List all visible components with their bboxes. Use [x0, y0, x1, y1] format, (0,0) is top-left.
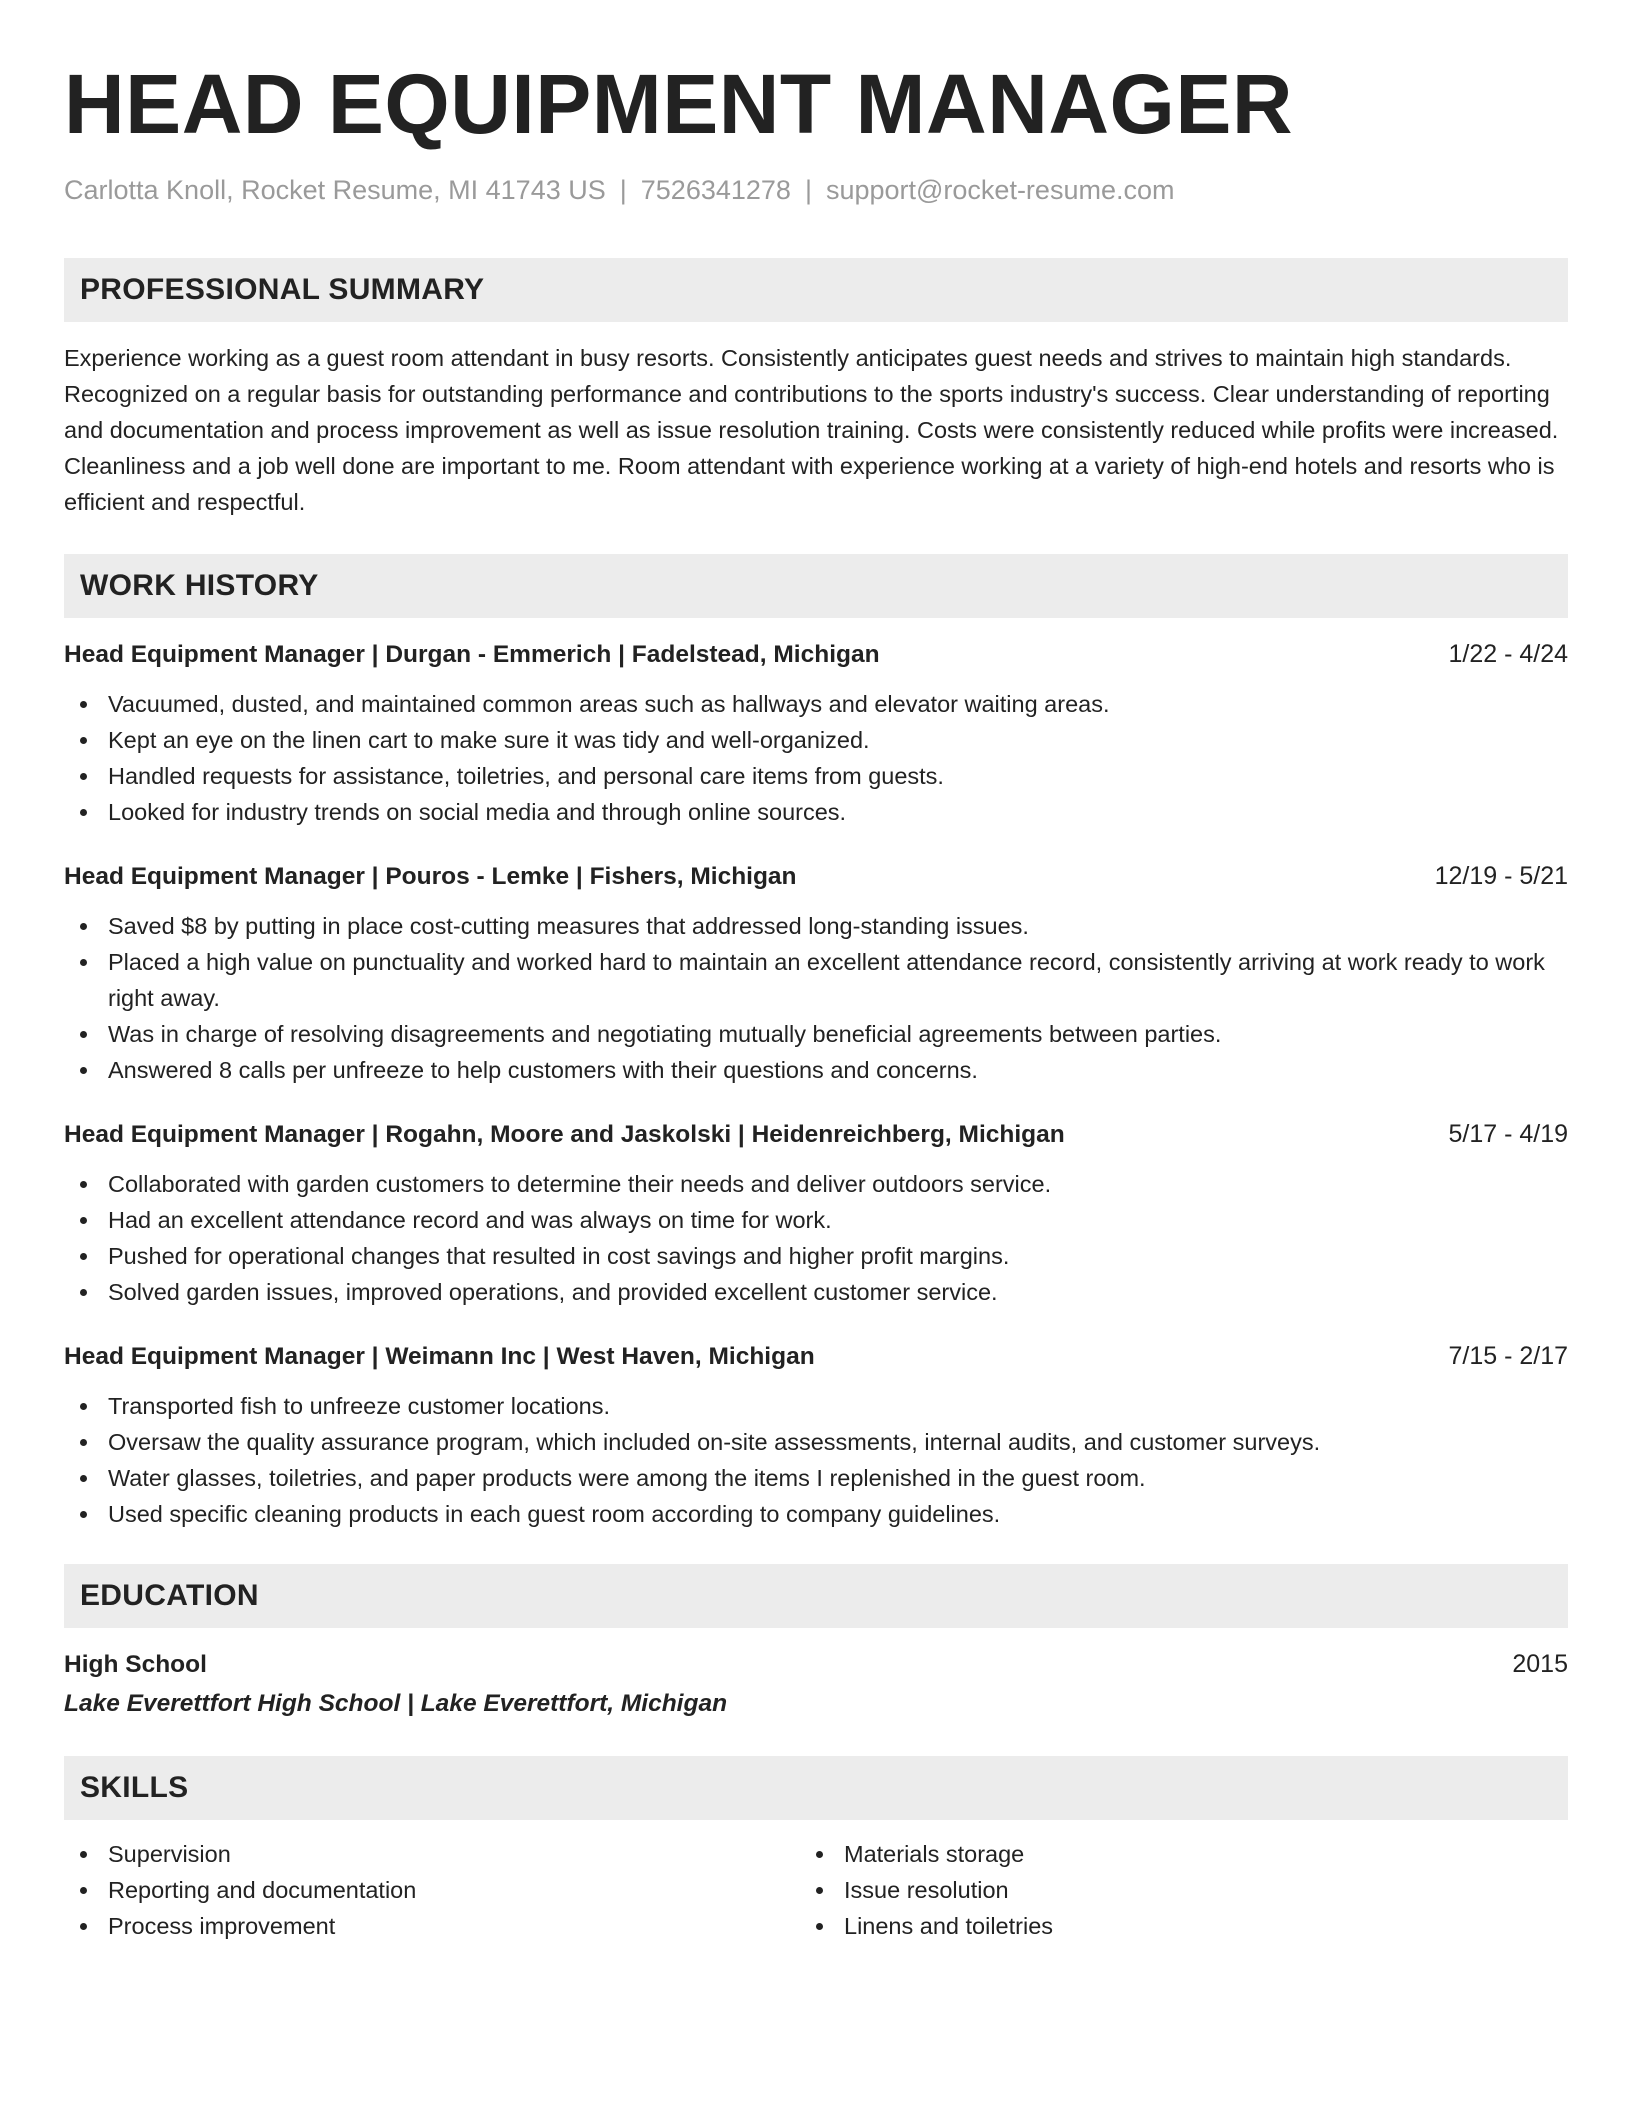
job-header — [64, 1116, 1568, 1152]
job-title: Head Equipment Manager | Weimann Inc | West Haven, Michigan — [64, 1343, 815, 1370]
list-item: Had an excellent attendance record and was always on time for work. — [64, 1202, 1568, 1238]
list-item: Transported fish to unfreeze customer locations. — [64, 1388, 1568, 1424]
skill-item: Linens and toiletries — [800, 1908, 1536, 1944]
contact-email: support@rocket-resume.com — [825, 175, 1175, 205]
contact-separator: | — [804, 175, 812, 205]
skills-list — [64, 1836, 800, 1944]
job-dates: 12/19 - 5/21 — [1434, 862, 1568, 890]
job-dates: 7/15 - 2/17 — [1448, 1342, 1568, 1370]
skills-grid — [64, 1836, 1568, 1944]
section-heading-work-history: WORK HISTORY — [64, 554, 1568, 618]
skill-item: Materials storage — [800, 1836, 1536, 1872]
list-item: Used specific cleaning products in each guest room according to company guidelines. — [64, 1496, 1568, 1532]
list-item: Handled requests for assistance, toiletries, and personal care items from guests. — [64, 758, 1568, 794]
skills-column-left — [64, 1836, 800, 1944]
skills-column-right — [800, 1836, 1536, 1944]
job-bullets — [64, 686, 1568, 830]
contact-address: Carlotta Knoll, Rocket Resume, MI 41743 US — [64, 175, 606, 205]
summary-text: Experience working as a guest room attendant in busy resorts. Consistently anticipates guest needs and strives to maintain high standards. Recognized on a regular basis for outstanding performance and contributions to the sports industry's success. Clear understanding of reporting and documentation and process improvement as well as issue resolution training. Costs were consistently reduced while profits were increased. Cleanliness and a job well done are important to me. Room attendant with experience working at a variety of high-end hotels and resorts who is efficient and respectful. — [64, 345, 1559, 515]
list-item: Water glasses, toiletries, and paper products were among the items I replenished in the guest room. — [64, 1460, 1568, 1496]
job-header — [64, 1338, 1568, 1374]
education-school: Lake Everettfort High School | Lake Everettfort, Michigan — [64, 1690, 728, 1717]
skill-item: Issue resolution — [800, 1872, 1536, 1908]
list-item: Pushed for operational changes that resulted in cost savings and higher profit margins. — [64, 1238, 1568, 1274]
list-item: Solved garden issues, improved operations, and provided excellent customer service. — [64, 1274, 1568, 1310]
list-item: Oversaw the quality assurance program, which included on-site assessments, internal audits, and customer surveys. — [64, 1424, 1568, 1460]
contact-phone: 7526341278 — [640, 175, 791, 205]
list-item: Collaborated with garden customers to determine their needs and deliver outdoors service. — [64, 1166, 1568, 1202]
list-item: Was in charge of resolving disagreements and negotiating mutually beneficial agreements between parties. — [64, 1016, 1568, 1052]
section-heading-summary: PROFESSIONAL SUMMARY — [64, 258, 1568, 322]
job-dates: 1/22 - 4/24 — [1448, 640, 1568, 668]
list-item: Looked for industry trends on social media and through online sources. — [64, 794, 1568, 830]
skill-item: Process improvement — [64, 1908, 800, 1944]
job-entry — [64, 1338, 1568, 1532]
job-header — [64, 858, 1568, 894]
contact-separator: | — [619, 175, 627, 205]
list-item: Kept an eye on the linen cart to make sure it was tidy and well-organized. — [64, 722, 1568, 758]
education-year: 2015 — [1512, 1650, 1568, 1678]
job-title: Head Equipment Manager | Durgan - Emmerich | Fadelstead, Michigan — [64, 641, 880, 668]
list-item: Answered 8 calls per unfreeze to help customers with their questions and concerns. — [64, 1052, 1568, 1088]
job-entry — [64, 1116, 1568, 1310]
job-dates: 5/17 - 4/19 — [1448, 1120, 1568, 1148]
job-entry — [64, 858, 1568, 1088]
resume-title: HEAD EQUIPMENT MANAGER — [64, 57, 1294, 151]
job-header — [64, 636, 1568, 672]
section-heading-education: EDUCATION — [64, 1564, 1568, 1628]
skills-list — [800, 1836, 1536, 1944]
education-entry — [64, 1646, 1568, 1682]
list-item: Saved $8 by putting in place cost-cutting measures that addressed long-standing issues. — [64, 908, 1568, 944]
job-entry — [64, 636, 1568, 830]
skill-item: Supervision — [64, 1836, 800, 1872]
education-degree: High School — [64, 1651, 207, 1678]
job-title: Head Equipment Manager | Pouros - Lemke | Fishers, Michigan — [64, 863, 797, 890]
list-item: Placed a high value on punctuality and worked hard to maintain an excellent attendance record, consistently arriving at work ready to work right away. — [64, 944, 1568, 1016]
list-item: Vacuumed, dusted, and maintained common areas such as hallways and elevator waiting areas. — [64, 686, 1568, 722]
job-title: Head Equipment Manager | Rogahn, Moore and Jaskolski | Heidenreichberg, Michigan — [64, 1121, 1065, 1148]
job-bullets — [64, 1166, 1568, 1310]
section-heading-skills: SKILLS — [64, 1756, 1568, 1820]
job-bullets — [64, 1388, 1568, 1532]
contact-line — [64, 172, 1568, 208]
skill-item: Reporting and documentation — [64, 1872, 800, 1908]
job-bullets — [64, 908, 1568, 1088]
